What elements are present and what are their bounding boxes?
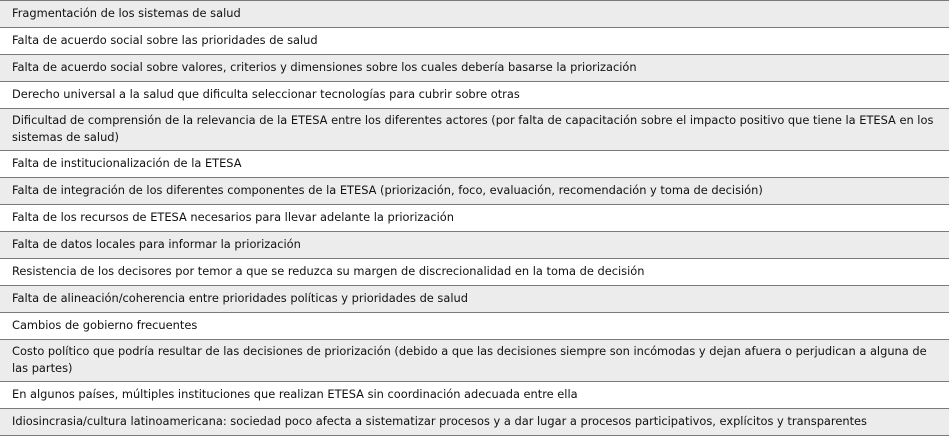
table-cell: Fragmentación de los sistemas de salud <box>0 1 949 28</box>
table-cell: Falta de institucionalización de la ETESA <box>0 150 949 177</box>
table-row <box>0 28 949 55</box>
table-row <box>0 381 949 408</box>
table-row <box>0 109 949 151</box>
table-cell: Falta de alineación/coherencia entre prioridades políticas y prioridades de salud <box>0 285 949 312</box>
table-cell: Idiosincrasia/cultura latinoamericana: sociedad poco afecta a sistematizar procesos y a dar lugar a procesos participativos, explícitos y transparentes <box>0 408 949 435</box>
table-row <box>0 55 949 82</box>
table-row <box>0 177 949 204</box>
table-cell: Dificultad de comprensión de la relevancia de la ETESA entre los diferentes actores (por falta de capacitación sobre el impacto positivo que tiene la ETESA en los sistemas de salud) <box>0 109 949 151</box>
table-row <box>0 150 949 177</box>
table-row <box>0 1 949 28</box>
table-cell: Costo político que podría resultar de las decisiones de priorización (debido a que las decisiones siempre son incómodas y dejan afuera o perjudican a alguna de las partes) <box>0 339 949 381</box>
table-row <box>0 339 949 381</box>
table-row <box>0 204 949 231</box>
table-cell: Resistencia de los decisores por temor a que se reduzca su margen de discrecionalidad en la toma de decisión <box>0 258 949 285</box>
table-row <box>0 82 949 109</box>
table-row <box>0 258 949 285</box>
table-cell: Falta de acuerdo social sobre valores, criterios y dimensiones sobre los cuales debería basarse la priorización <box>0 55 949 82</box>
table-row <box>0 231 949 258</box>
table-cell: Falta de integración de los diferentes componentes de la ETESA (priorización, foco, evaluación, recomendación y toma de decisión) <box>0 177 949 204</box>
table-row <box>0 408 949 435</box>
table-cell: Derecho universal a la salud que dificulta seleccionar tecnologías para cubrir sobre otras <box>0 82 949 109</box>
table-row <box>0 312 949 339</box>
table-cell: Falta de datos locales para informar la priorización <box>0 231 949 258</box>
table-cell: En algunos países, múltiples instituciones que realizan ETESA sin coordinación adecuada entre ella <box>0 381 949 408</box>
table-row <box>0 285 949 312</box>
table-cell: Cambios de gobierno frecuentes <box>0 312 949 339</box>
table-cell: Falta de acuerdo social sobre las prioridades de salud <box>0 28 949 55</box>
table-cell: Falta de los recursos de ETESA necesarios para llevar adelante la priorización <box>0 204 949 231</box>
